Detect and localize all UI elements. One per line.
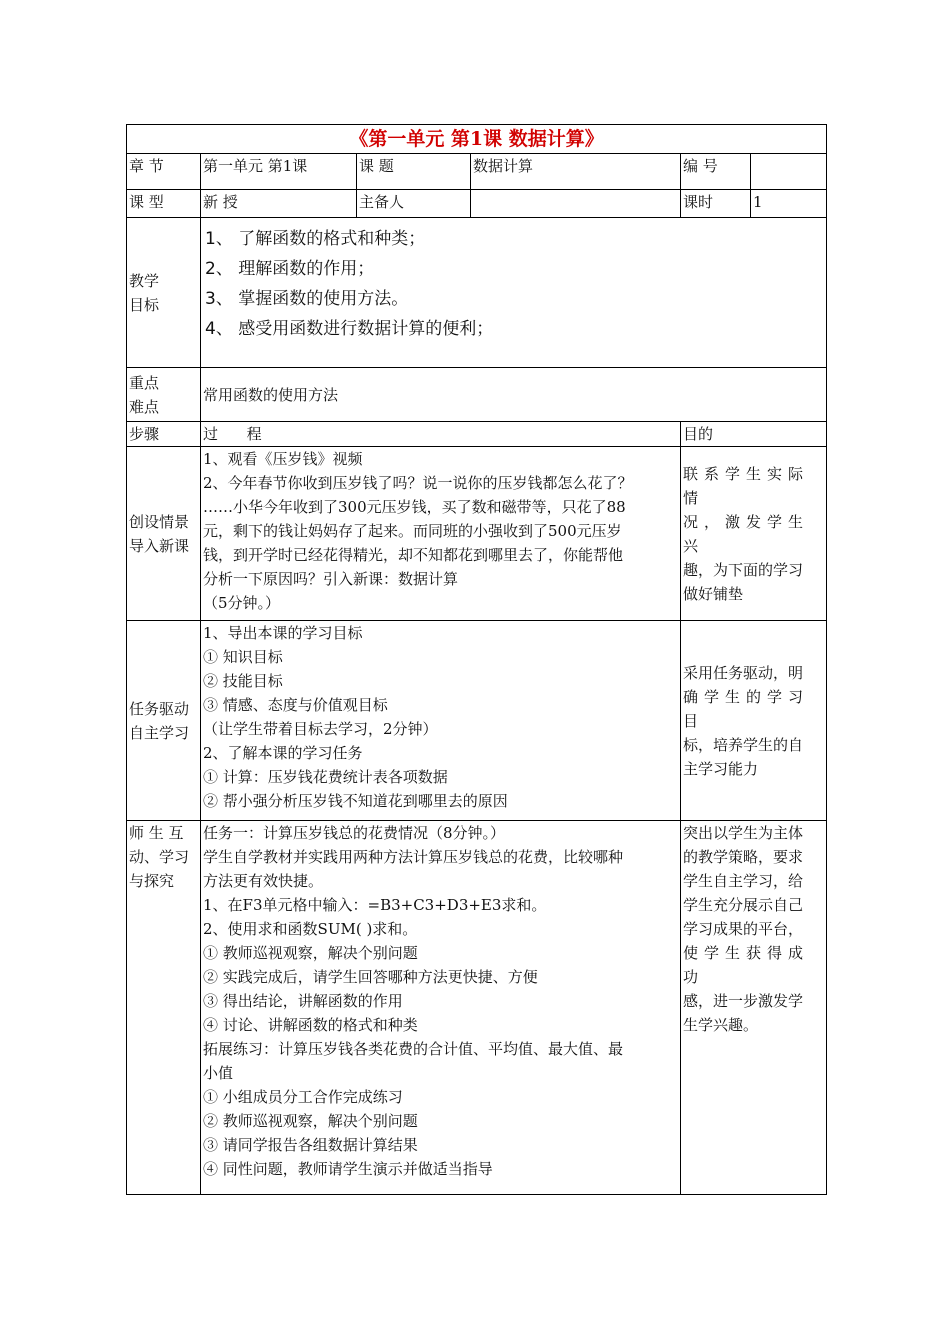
purpose-line: 感，进一步激发学 bbox=[683, 992, 804, 1010]
purpose-line: 学习成果的平台， bbox=[683, 920, 804, 938]
objectives-label-line-1: 教学 bbox=[129, 271, 160, 290]
process-line: 2、了解本课的学习任务 bbox=[203, 744, 363, 762]
purpose-line: 况，激发学生兴 bbox=[683, 512, 810, 555]
process-line: （5分钟。） bbox=[203, 594, 281, 612]
process-line: ① 教师巡视观察，解决个别问题 bbox=[203, 944, 418, 962]
process-line: ② 实践完成后，请学生回答哪种方法更快捷、方便 bbox=[203, 968, 538, 986]
purpose-header: 目的 bbox=[681, 422, 827, 447]
chapter-label: 章 节 bbox=[127, 154, 201, 190]
objectives-label-line-2: 目标 bbox=[129, 295, 160, 314]
process-line: 1、在F3单元格中输入：=B3+C3+D3+E3求和。 bbox=[203, 896, 547, 914]
process-line: 钱，到开学时已经花得精光，却不知都花到哪里去了，你能帮他 bbox=[203, 546, 624, 564]
process-line: ③ 情感、态度与价值观目标 bbox=[203, 696, 388, 714]
topic-label: 课 题 bbox=[357, 154, 471, 190]
process-line: ② 帮小强分析压岁钱不知道花到哪里去的原因 bbox=[203, 792, 508, 810]
section-label-line-2: 导入新课 bbox=[129, 536, 190, 555]
process-line: ④ 讨论、讲解函数的格式和种类 bbox=[203, 1016, 418, 1034]
lesson-plan-table bbox=[126, 124, 827, 1195]
process-line: ③ 请同学报告各组数据计算结果 bbox=[203, 1136, 418, 1154]
process-line: 1、观看《压岁钱》视频 bbox=[203, 450, 363, 468]
number-value bbox=[751, 154, 827, 190]
process-line: ② 技能目标 bbox=[203, 672, 283, 690]
section-label-line-1: 创设情景 bbox=[129, 512, 190, 531]
lesson-plan-sheet bbox=[126, 124, 826, 1195]
section-process-interaction bbox=[201, 821, 681, 1195]
process-line: 小值 bbox=[203, 1064, 234, 1082]
section-label-line-1: 师 生 互 bbox=[129, 824, 184, 842]
purpose-line: 生学兴趣。 bbox=[683, 1016, 759, 1034]
section-label-line-3: 与探究 bbox=[129, 872, 175, 890]
preparer-value bbox=[471, 190, 681, 218]
process-line: 分析一下原因吗？引入新课：数据计算 bbox=[203, 570, 459, 588]
process-line: ① 计算：压岁钱花费统计表各项数据 bbox=[203, 768, 448, 786]
process-line: 2、今年春节你收到压岁钱了吗？说一说你的压岁钱都怎么花了？ bbox=[203, 474, 633, 492]
process-line: （让学生带着目标去学习，2分钟） bbox=[203, 720, 438, 738]
section-purpose-interaction bbox=[681, 821, 827, 1195]
purpose-line: 采用任务驱动，明 bbox=[683, 663, 804, 682]
topic-value: 数据计算 bbox=[471, 154, 681, 190]
section-process-task bbox=[201, 621, 681, 821]
keypoints-label-line-2: 难点 bbox=[129, 397, 160, 416]
objective-item: 3、 掌握函数的使用方法。 bbox=[205, 289, 409, 309]
process-line: 方法更有效快捷。 bbox=[203, 872, 324, 890]
process-line: ……小华今年收到了300元压岁钱，买了数和磁带等，只花了88 bbox=[203, 498, 626, 516]
process-line: 拓展练习：计算压岁钱各类花费的合计值、平均值、最大值、最 bbox=[203, 1040, 624, 1058]
objective-item: 1、 了解函数的格式和种类； bbox=[205, 229, 426, 249]
number-label: 编 号 bbox=[681, 154, 751, 190]
hours-value: 1 bbox=[751, 190, 827, 218]
purpose-line: 使学生获得成功 bbox=[683, 944, 810, 986]
purpose-line: 标，培养学生的自 bbox=[683, 735, 804, 754]
purpose-line: 联系学生实际情 bbox=[683, 464, 810, 507]
process-header: 过 程 bbox=[201, 422, 681, 447]
section-label-intro bbox=[127, 447, 201, 621]
chapter-value: 第一单元 第1课 bbox=[201, 154, 357, 190]
objectives-list bbox=[201, 218, 827, 368]
section-purpose-intro bbox=[681, 447, 827, 621]
process-line: 任务一：计算压岁钱总的花费情况（8分钟。） bbox=[203, 824, 506, 842]
process-line: ② 教师巡视观察，解决个别问题 bbox=[203, 1112, 418, 1130]
purpose-line: 突出以学生为主体 bbox=[683, 824, 804, 842]
process-line: 1、导出本课的学习目标 bbox=[203, 624, 363, 642]
type-value: 新 授 bbox=[201, 190, 357, 218]
section-process-intro bbox=[201, 447, 681, 621]
keypoints-label bbox=[127, 368, 201, 422]
section-label-line-2: 动、学习 bbox=[129, 848, 190, 866]
section-label-interaction bbox=[127, 821, 201, 1195]
purpose-line: 学生充分展示自己 bbox=[683, 896, 804, 914]
objectives-label bbox=[127, 218, 201, 368]
preparer-label: 主备人 bbox=[357, 190, 471, 218]
process-line: 元，剩下的钱让妈妈存了起来。而同班的小强收到了500元压岁 bbox=[203, 522, 622, 540]
objective-item: 4、 感受用函数进行数据计算的便利； bbox=[205, 319, 494, 339]
purpose-line: 主学习能力 bbox=[683, 759, 759, 778]
purpose-line: 趣，为下面的学习 bbox=[683, 560, 804, 579]
purpose-line: 的教学策略，要求 bbox=[683, 848, 804, 866]
document-title: 《第一单元 第1课 数据计算》 bbox=[127, 125, 827, 154]
process-line: ① 小组成员分工合作完成练习 bbox=[203, 1088, 403, 1106]
process-line: ① 知识目标 bbox=[203, 648, 283, 666]
section-label-line-2: 自主学习 bbox=[129, 723, 190, 742]
objective-item: 2、 理解函数的作用； bbox=[205, 259, 375, 279]
keypoints-value: 常用函数的使用方法 bbox=[201, 368, 827, 422]
purpose-line: 做好铺垫 bbox=[683, 584, 744, 603]
hours-label: 课时 bbox=[681, 190, 751, 218]
keypoints-label-line-1: 重点 bbox=[129, 373, 160, 392]
section-purpose-task bbox=[681, 621, 827, 821]
purpose-line: 确学生的学习目 bbox=[683, 687, 810, 730]
process-line: 学生自学教材并实践用两种方法计算压岁钱总的花费，比较哪种 bbox=[203, 848, 624, 866]
type-label: 课 型 bbox=[127, 190, 201, 218]
process-line: ④ 同性问题，教师请学生演示并做适当指导 bbox=[203, 1160, 493, 1178]
section-label-line-1: 任务驱动 bbox=[129, 699, 190, 718]
process-line: 2、使用求和函数SUM( )求和。 bbox=[203, 920, 418, 938]
steps-label: 步骤 bbox=[127, 422, 201, 447]
section-label-task bbox=[127, 621, 201, 821]
purpose-line: 学生自主学习，给 bbox=[683, 872, 804, 890]
process-line: ③ 得出结论，讲解函数的作用 bbox=[203, 992, 403, 1010]
